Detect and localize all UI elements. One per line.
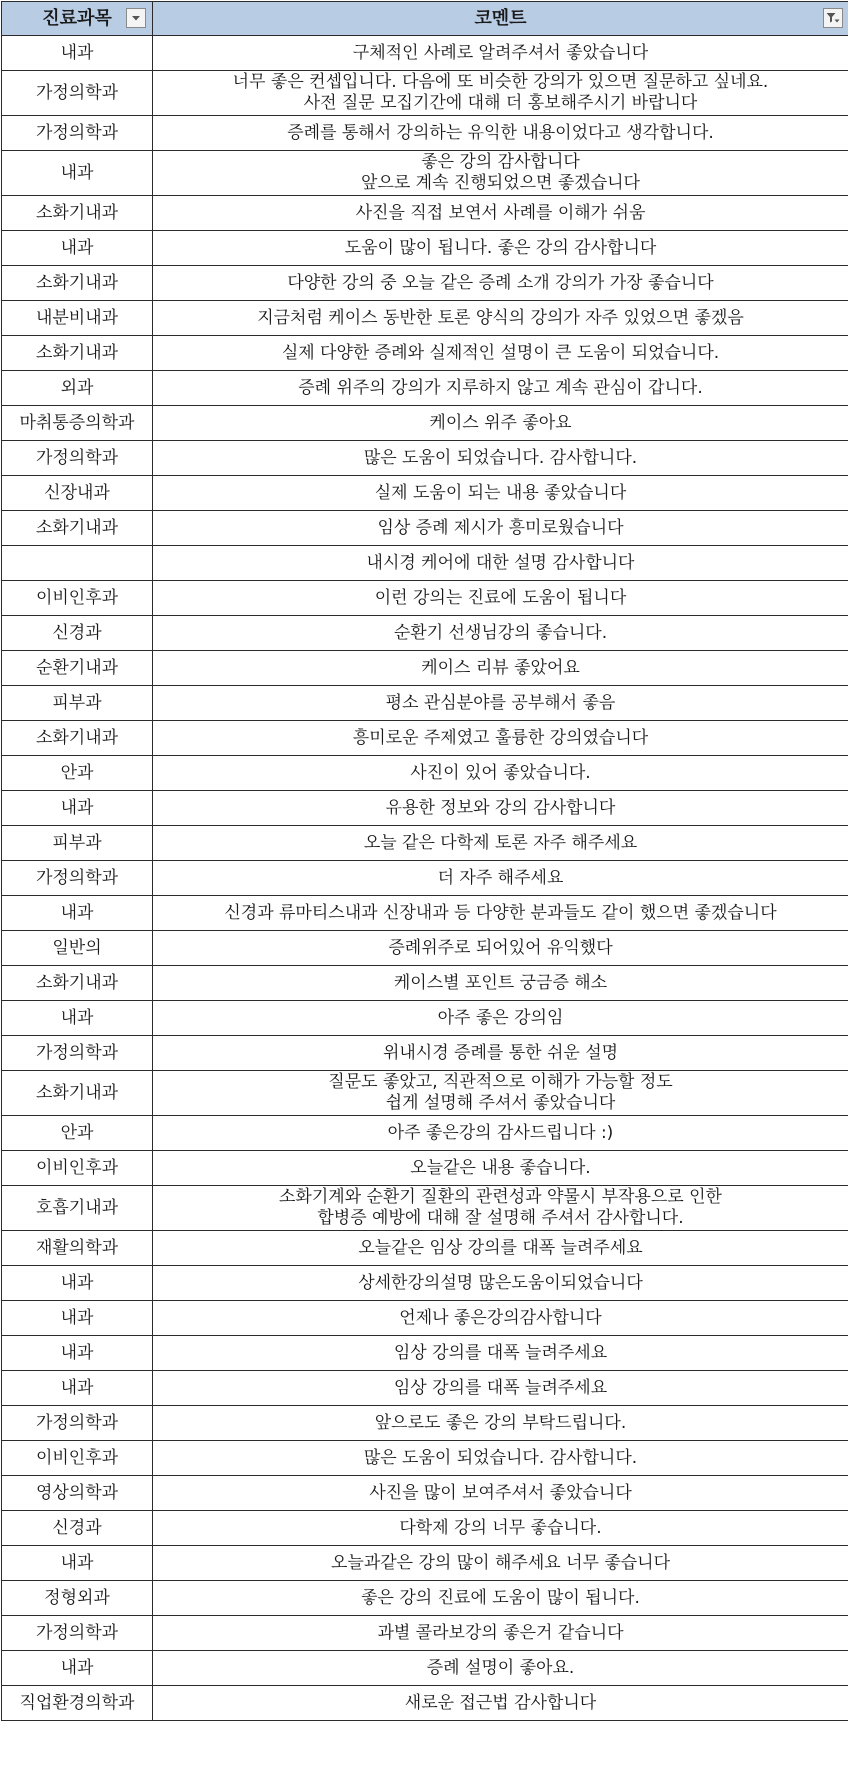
department-cell[interactable]: 신경과 (2, 616, 153, 651)
department-cell[interactable]: 안과 (2, 1116, 153, 1151)
department-cell[interactable]: 내분비내과 (2, 301, 153, 336)
table-row (2, 1616, 848, 1651)
department-cell[interactable]: 일반의 (2, 931, 153, 966)
table-row (2, 1116, 848, 1151)
comment-cell[interactable] (153, 476, 848, 511)
department-cell[interactable]: 피부과 (2, 826, 153, 861)
comment-line: 임상 강의를 대폭 늘려주세요 (393, 1377, 608, 1398)
department-cell[interactable]: 내과 (2, 1546, 153, 1581)
department-cell[interactable]: 내과 (2, 231, 153, 266)
comment-line: 질문도 좋았고, 직관적으로 이해가 가능할 정도 (328, 1072, 673, 1092)
comment-line: 도움이 많이 됩니다. 좋은 강의 감사합니다 (344, 237, 657, 258)
table-row (2, 791, 848, 826)
comment-line: 증례를 통해서 강의하는 유익한 내용이었다고 생각합니다. (287, 122, 714, 143)
comment-cell[interactable] (153, 1651, 848, 1686)
comment-cell[interactable] (153, 1336, 848, 1371)
table-row (2, 511, 848, 546)
table-row (2, 616, 848, 651)
department-cell[interactable]: 영상의학과 (2, 1476, 153, 1511)
table-row (2, 861, 848, 896)
comment-line: 더 자주 해주세요 (437, 867, 564, 888)
table-row (2, 266, 848, 301)
table-row (2, 1511, 848, 1546)
table-row (2, 966, 848, 1001)
comment-line: 증례위주로 되어있어 유익했다 (388, 937, 613, 958)
department-cell[interactable]: 내과 (2, 1651, 153, 1686)
table-row (2, 1001, 848, 1036)
table-row (2, 581, 848, 616)
comment-line: 오늘과같은 강의 많이 해주세요 너무 좋습니다 (330, 1552, 671, 1573)
department-cell[interactable]: 소화기내과 (2, 336, 153, 371)
comment-line: 다학제 강의 너무 좋습니다. (399, 1517, 602, 1538)
table-row (2, 1336, 848, 1371)
table-row (2, 1036, 848, 1071)
comment-cell[interactable] (153, 1036, 848, 1071)
table-row (2, 336, 848, 371)
comment-cell[interactable] (153, 116, 848, 151)
comment-line: 평소 관심분야를 공부해서 좋음 (385, 692, 616, 713)
table-row (2, 1651, 848, 1686)
comment-cell[interactable] (153, 966, 848, 1001)
comment-line: 임상 증례 제시가 흥미로웠습니다 (377, 517, 624, 538)
comment-cell[interactable] (153, 336, 848, 371)
department-cell[interactable]: 이비인후과 (2, 1441, 153, 1476)
comment-cell[interactable] (153, 406, 848, 441)
department-cell[interactable]: 내과 (2, 1371, 153, 1406)
comment-line: 많은 도움이 되었습니다. 감사합니다. (363, 447, 638, 468)
table-row (2, 301, 848, 336)
comment-line: 아주 좋은강의 감사드립니다 :) (387, 1122, 614, 1143)
table-body (2, 36, 848, 1721)
table-row (2, 931, 848, 966)
comment-line: 내시경 케어에 대한 설명 감사합니다 (366, 552, 635, 573)
department-cell[interactable]: 가정의학과 (2, 116, 153, 151)
comment-cell[interactable] (153, 1071, 848, 1116)
table-row (2, 1476, 848, 1511)
comment-cell[interactable] (153, 1616, 848, 1651)
comment-cell[interactable] (153, 1116, 848, 1151)
department-cell[interactable]: 가정의학과 (2, 861, 153, 896)
comment-line: 사진이 있어 좋았습니다. (410, 762, 591, 783)
department-cell[interactable]: 내과 (2, 896, 153, 931)
table-row (2, 116, 848, 151)
header-row (2, 2, 848, 36)
department-cell[interactable]: 가정의학과 (2, 441, 153, 476)
table-row (2, 36, 848, 71)
comment-cell[interactable] (153, 1511, 848, 1546)
comment-line: 순환기 선생님강의 좋습니다. (393, 622, 608, 643)
department-cell[interactable]: 직업환경의학과 (2, 1686, 153, 1721)
table-row (2, 1231, 848, 1266)
table-row (2, 1266, 848, 1301)
comment-cell[interactable] (153, 266, 848, 301)
comment-cell[interactable] (153, 861, 848, 896)
table-row (2, 71, 848, 116)
table-row (2, 1581, 848, 1616)
department-cell[interactable]: 내과 (2, 1336, 153, 1371)
comment-line: 새로운 접근법 감사합니다 (404, 1692, 597, 1713)
comment-cell[interactable] (153, 1301, 848, 1336)
department-cell[interactable]: 소화기내과 (2, 1071, 153, 1116)
table-row (2, 1151, 848, 1186)
header-department[interactable] (2, 2, 153, 36)
comment-cell[interactable] (153, 546, 848, 581)
department-cell[interactable]: 소화기내과 (2, 266, 153, 301)
comment-cell[interactable] (153, 71, 848, 116)
comment-line: 너무 좋은 컨셉입니다. 다음에 또 비슷한 강의가 있으면 질문하고 싶네요. (232, 72, 769, 92)
department-cell[interactable]: 외과 (2, 371, 153, 406)
comment-cell[interactable] (153, 1231, 848, 1266)
department-cell[interactable]: 가정의학과 (2, 1406, 153, 1441)
comment-cell[interactable] (153, 231, 848, 266)
department-cell[interactable]: 내과 (2, 1001, 153, 1036)
table-row (2, 756, 848, 791)
comment-line: 쉽게 설명해 주셔서 좋았습니다 (385, 1093, 616, 1113)
department-cell[interactable]: 호흡기내과 (2, 1186, 153, 1231)
table-row (2, 546, 848, 581)
department-cell[interactable]: 소화기내과 (2, 196, 153, 231)
comment-line: 오늘 같은 다학제 토론 자주 해주세요 (363, 832, 638, 853)
comment-cell[interactable] (153, 1186, 848, 1231)
table-row (2, 1071, 848, 1116)
comment-line: 증례 설명이 좋아요. (426, 1657, 575, 1678)
department-cell[interactable]: 내과 (2, 1266, 153, 1301)
table-row (2, 1546, 848, 1581)
table-row (2, 371, 848, 406)
comment-cell[interactable] (153, 756, 848, 791)
comment-line: 상세한강의설명 많은도움이되었습니다 (358, 1272, 643, 1293)
table-row (2, 151, 848, 196)
header-department-label: 진료과목 (42, 8, 112, 29)
comment-cell[interactable] (153, 151, 848, 196)
comment-line: 증례 위주의 강의가 지루하지 않고 계속 관심이 갑니다. (298, 377, 703, 398)
comment-cell[interactable] (153, 1406, 848, 1441)
comment-cell[interactable] (153, 1441, 848, 1476)
comment-cell[interactable] (153, 616, 848, 651)
comment-line: 케이스 위주 좋아요 (429, 412, 572, 433)
filter-active-icon[interactable] (823, 8, 843, 28)
department-cell[interactable]: 순환기내과 (2, 651, 153, 686)
comment-cell[interactable] (153, 1001, 848, 1036)
comment-line: 언제나 좋은강의감사합니다 (399, 1307, 602, 1328)
comment-line: 임상 강의를 대폭 늘려주세요 (393, 1342, 608, 1363)
comment-line: 구체적인 사례로 알려주셔서 좋았습니다 (352, 42, 649, 63)
table-row (2, 1301, 848, 1336)
comment-line: 흥미로운 주제였고 훌륭한 강의였습니다 (352, 727, 649, 748)
comment-line: 소화기계와 순환기 질환의 관련성과 약물시 부작용으로 인한 (279, 1187, 722, 1207)
comment-line: 좋은 강의 감사합니다 (421, 152, 580, 172)
table-row (2, 1441, 848, 1476)
comment-cell[interactable] (153, 581, 848, 616)
department-cell[interactable] (2, 546, 153, 581)
department-cell[interactable]: 마취통증의학과 (2, 406, 153, 441)
comment-cell[interactable] (153, 1151, 848, 1186)
comment-line: 과별 콜라보강의 좋은거 같습니다 (377, 1622, 624, 1643)
dropdown-arrow-icon[interactable] (126, 8, 146, 28)
comment-line: 케이스 리뷰 좋았어요 (421, 657, 580, 678)
department-cell[interactable]: 소화기내과 (2, 966, 153, 1001)
table-row (2, 651, 848, 686)
comment-line: 다양한 강의 중 오늘 같은 증례 소개 강의가 가장 좋습니다 (287, 272, 714, 293)
comment-line: 사진을 많이 보여주셔서 좋았습니다 (369, 1482, 632, 1503)
comment-cell[interactable] (153, 196, 848, 231)
department-cell[interactable]: 재활의학과 (2, 1231, 153, 1266)
comment-cell[interactable] (153, 931, 848, 966)
comment-line: 지금처럼 케이스 동반한 토론 양식의 강의가 자주 있었으면 좋겠음 (257, 307, 744, 328)
comment-line: 위내시경 증례를 통한 쉬운 설명 (382, 1042, 619, 1063)
department-cell[interactable]: 정형외과 (2, 1581, 153, 1616)
table-row (2, 476, 848, 511)
comment-cell[interactable] (153, 36, 848, 71)
comment-cell[interactable] (153, 896, 848, 931)
comment-line: 합병증 예방에 대해 잘 설명해 주셔서 감사합니다. (317, 1208, 684, 1228)
table-row (2, 1371, 848, 1406)
comment-line: 사진을 직접 보연서 사례를 이해가 쉬움 (355, 202, 646, 223)
comments-table (1, 1, 848, 1721)
comment-line: 케이스별 포인트 궁금증 해소 (393, 972, 608, 993)
header-comment[interactable] (153, 2, 848, 36)
table-row (2, 1406, 848, 1441)
department-cell[interactable]: 신경과 (2, 1511, 153, 1546)
table-row (2, 896, 848, 931)
comment-line: 앞으로 계속 진행되었으면 좋겠습니다 (361, 173, 640, 193)
comment-line: 오늘같은 내용 좋습니다. (410, 1157, 591, 1178)
comment-cell[interactable] (153, 1686, 848, 1721)
table-row (2, 721, 848, 756)
comment-cell[interactable] (153, 686, 848, 721)
comment-cell[interactable] (153, 1546, 848, 1581)
comment-cell[interactable] (153, 651, 848, 686)
department-cell[interactable]: 내과 (2, 151, 153, 196)
department-cell[interactable]: 이비인후과 (2, 581, 153, 616)
department-cell[interactable]: 소화기내과 (2, 511, 153, 546)
comment-line: 실제 다양한 증례와 실제적인 설명이 큰 도움이 되었습니다. (281, 342, 720, 363)
department-cell[interactable]: 내과 (2, 791, 153, 826)
department-cell[interactable]: 이비인후과 (2, 1151, 153, 1186)
department-cell[interactable]: 가정의학과 (2, 1036, 153, 1071)
comment-cell[interactable] (153, 791, 848, 826)
comment-cell[interactable] (153, 371, 848, 406)
comment-line: 많은 도움이 되었습니다. 감사합니다. (363, 1447, 638, 1468)
table-row (2, 1186, 848, 1231)
table-row (2, 231, 848, 266)
comment-cell[interactable] (153, 441, 848, 476)
comment-cell[interactable] (153, 721, 848, 756)
department-cell[interactable]: 가정의학과 (2, 1616, 153, 1651)
department-cell[interactable]: 안과 (2, 756, 153, 791)
department-cell[interactable]: 내과 (2, 36, 153, 71)
comment-cell[interactable] (153, 511, 848, 546)
comment-line: 유용한 정보와 강의 감사합니다 (385, 797, 616, 818)
table-row (2, 826, 848, 861)
comment-cell[interactable] (153, 1581, 848, 1616)
comment-line: 오늘같은 임상 강의를 대폭 늘려주세요 (358, 1237, 643, 1258)
comment-line: 신경과 류마티스내과 신장내과 등 다양한 분과들도 같이 했으면 좋겠습니다 (224, 902, 777, 923)
department-cell[interactable]: 피부과 (2, 686, 153, 721)
comment-line: 실제 도움이 되는 내용 좋았습니다 (374, 482, 627, 503)
table-row (2, 441, 848, 476)
table-row (2, 406, 848, 441)
table-row (2, 1686, 848, 1721)
comment-line: 아주 좋은 강의임 (437, 1007, 564, 1028)
comment-cell[interactable] (153, 1266, 848, 1301)
comment-line: 앞으로도 좋은 강의 부탁드립니다. (374, 1412, 627, 1433)
comment-line: 좋은 강의 진료에 도움이 많이 됩니다. (361, 1587, 640, 1608)
comment-line: 이런 강의는 진료에 도움이 됩니다 (374, 587, 627, 608)
header-comment-label: 코멘트 (474, 8, 527, 29)
department-cell[interactable]: 가정의학과 (2, 71, 153, 116)
table-row (2, 686, 848, 721)
comment-line: 사전 질문 모집기간에 대해 더 홍보해주시기 바랍니다 (303, 93, 698, 113)
comment-cell[interactable] (153, 1476, 848, 1511)
table-row (2, 196, 848, 231)
department-cell[interactable]: 내과 (2, 1301, 153, 1336)
department-cell[interactable]: 소화기내과 (2, 721, 153, 756)
comment-cell[interactable] (153, 1371, 848, 1406)
comment-cell[interactable] (153, 301, 848, 336)
department-cell[interactable]: 신장내과 (2, 476, 153, 511)
comment-cell[interactable] (153, 826, 848, 861)
